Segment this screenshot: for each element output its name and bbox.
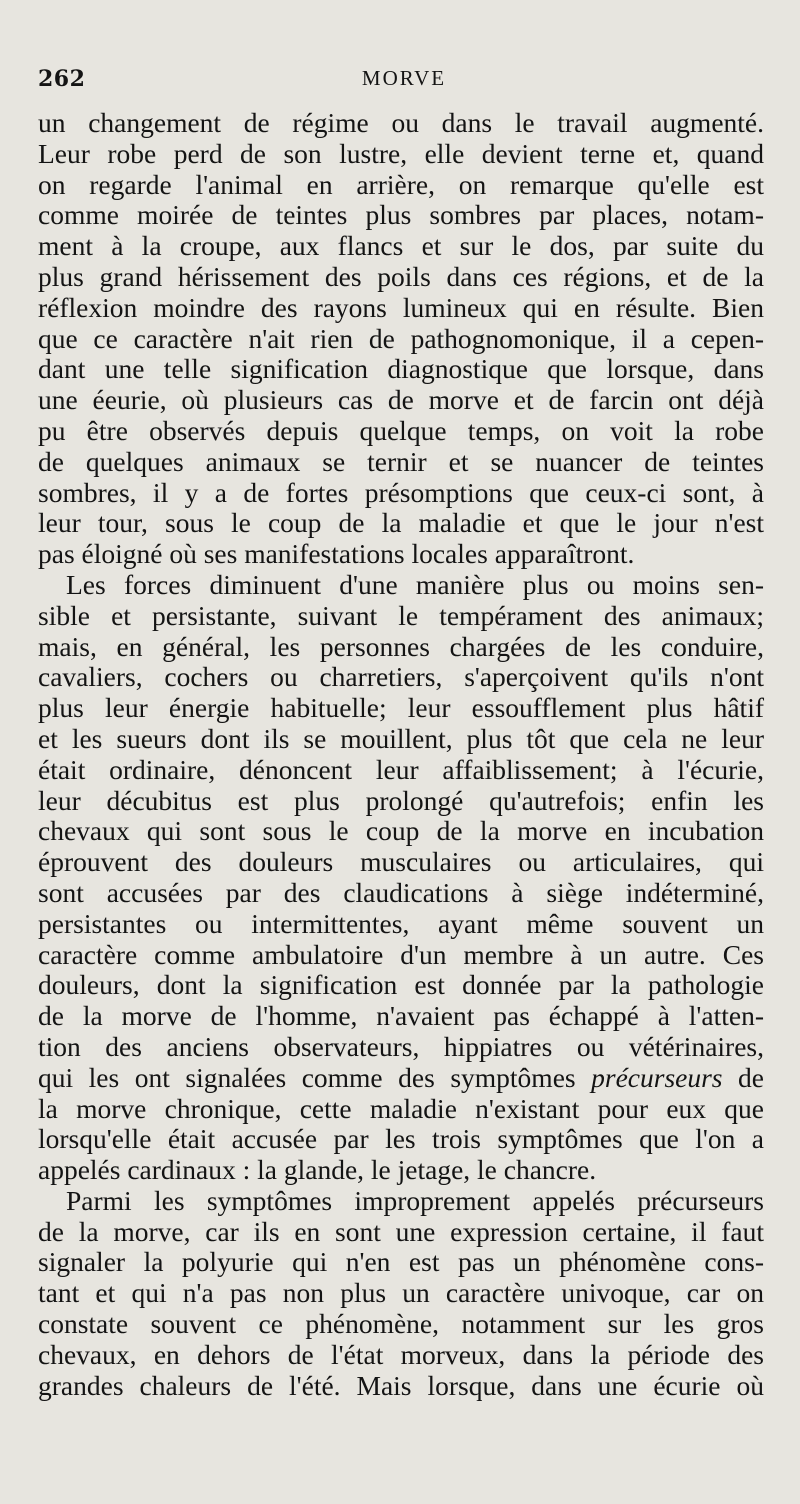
- text-line: éprouvent des douleurs musculaires ou articulaires, qui: [38, 846, 764, 878]
- text-line: on regarde l'animal en arrière, on remarque qu'elle est: [38, 168, 764, 200]
- text-line: tant et qui n'a pas non plus un caractère univoque, car on: [38, 1277, 764, 1309]
- text-line: de quelques animaux se ternir et se nuancer de teintes: [38, 445, 764, 477]
- text-line: sible et persistante, suivant le tempérament des animaux;: [38, 599, 764, 631]
- text-segment: de: [722, 1061, 764, 1093]
- page-header: [38, 62, 770, 98]
- text-line: chevaux, en dehors de l'état morveux, dans la période des: [38, 1338, 764, 1370]
- text-line: caractère comme ambulatoire d'un membre à un autre. Ces: [38, 938, 764, 970]
- text-line: de la morve de l'homme, n'avaient pas échappé à l'atten-: [38, 1000, 764, 1032]
- page-number: 262: [38, 66, 86, 92]
- text-line: que ce caractère n'ait rien de pathognomonique, il a cepen-: [38, 322, 764, 354]
- text-line: une éeurie, où plusieurs cas de morve et de farcin ont déjà: [38, 384, 764, 416]
- text-line: Parmi les symptômes improprement appelés précurseurs: [66, 1184, 764, 1216]
- text-line: leur tour, sous le coup de la maladie et que le jour n'est: [38, 507, 764, 539]
- text-line: chevaux qui sont sous le coup de la morve en incubation: [38, 815, 764, 847]
- paragraph-3: [38, 1186, 764, 1402]
- text-segment: qui les ont signalées comme des symptômes: [38, 1061, 592, 1093]
- text-line: tion des anciens observateurs, hippiatres ou vétérinaires,: [38, 1030, 764, 1062]
- text-line: leur décubitus est plus prolongé qu'autrefois; enfin les: [38, 784, 764, 816]
- text-line: réflexion moindre des rayons lumineux qui en résulte. Bien: [38, 291, 764, 323]
- text-line: pas éloigné où ses manifestations locales apparaîtront.: [38, 538, 635, 570]
- emphasized-word: précurseurs: [591, 1061, 723, 1093]
- text-line: sont accusées par des claudications à siège indéterminé,: [38, 876, 764, 908]
- text-line: dant une telle signification diagnostique que lorsque, dans: [38, 353, 764, 385]
- text-line: ment à la croupe, aux flancs et sur le dos, par suite du: [38, 230, 764, 262]
- text-line: lorsqu'elle était accusée par les trois symptômes que l'on a: [38, 1123, 764, 1155]
- text-line: plus grand hérissement des poils dans ces régions, et de la: [38, 260, 764, 292]
- text-line: sombres, il y a de fortes présomptions que ceux-ci sont, à: [38, 476, 764, 508]
- text-line: pu être observés depuis quelque temps, on voit la robe: [38, 414, 764, 446]
- text-line: constate souvent ce phénomène, notamment sur les gros: [38, 1308, 764, 1340]
- text-line: cavaliers, cochers ou charretiers, s'aperçoivent qu'ils n'ont: [38, 661, 764, 693]
- body-text: [38, 108, 764, 1401]
- text-line: la morve chronique, cette maladie n'existant pour eux que: [38, 1092, 764, 1124]
- text-line: persistantes ou intermittentes, ayant même souvent un: [38, 907, 764, 939]
- text-line-with-emphasis: [38, 1063, 764, 1094]
- text-line: appelés cardinaux : la glande, le jetage, le chancre.: [38, 1154, 597, 1186]
- text-line: grandes chaleurs de l'été. Mais lorsque, dans une écurie où: [38, 1369, 764, 1401]
- text-line: Leur robe perd de son lustre, elle devient terne et, quand: [38, 137, 764, 169]
- running-title: MORVE: [361, 66, 447, 90]
- text-line: mais, en général, les personnes chargées de les conduire,: [38, 630, 764, 662]
- text-line: comme moirée de teintes plus sombres par places, notam-: [38, 199, 764, 231]
- text-line: douleurs, dont la signification est donnée par la pathologie: [38, 969, 764, 1001]
- text-line: et les sueurs dont ils se mouillent, plus tôt que cela ne leur: [38, 722, 764, 754]
- text-line: Les forces diminuent d'une manière plus ou moins sen-: [66, 568, 764, 600]
- text-line: signaler la polyurie qui n'en est pas un phénomène cons-: [38, 1246, 764, 1278]
- paragraph-1: [38, 108, 764, 570]
- text-line: un changement de régime ou dans le travail augmenté.: [38, 107, 764, 138]
- text-line: était ordinaire, dénoncent leur affaiblissement; à l'écurie,: [38, 753, 764, 785]
- text-line: plus leur énergie habituelle; leur essoufflement plus hâtif: [38, 692, 764, 724]
- paragraph-2: [38, 570, 764, 1186]
- text-line: de la morve, car ils en sont une expression certaine, il faut: [38, 1215, 764, 1247]
